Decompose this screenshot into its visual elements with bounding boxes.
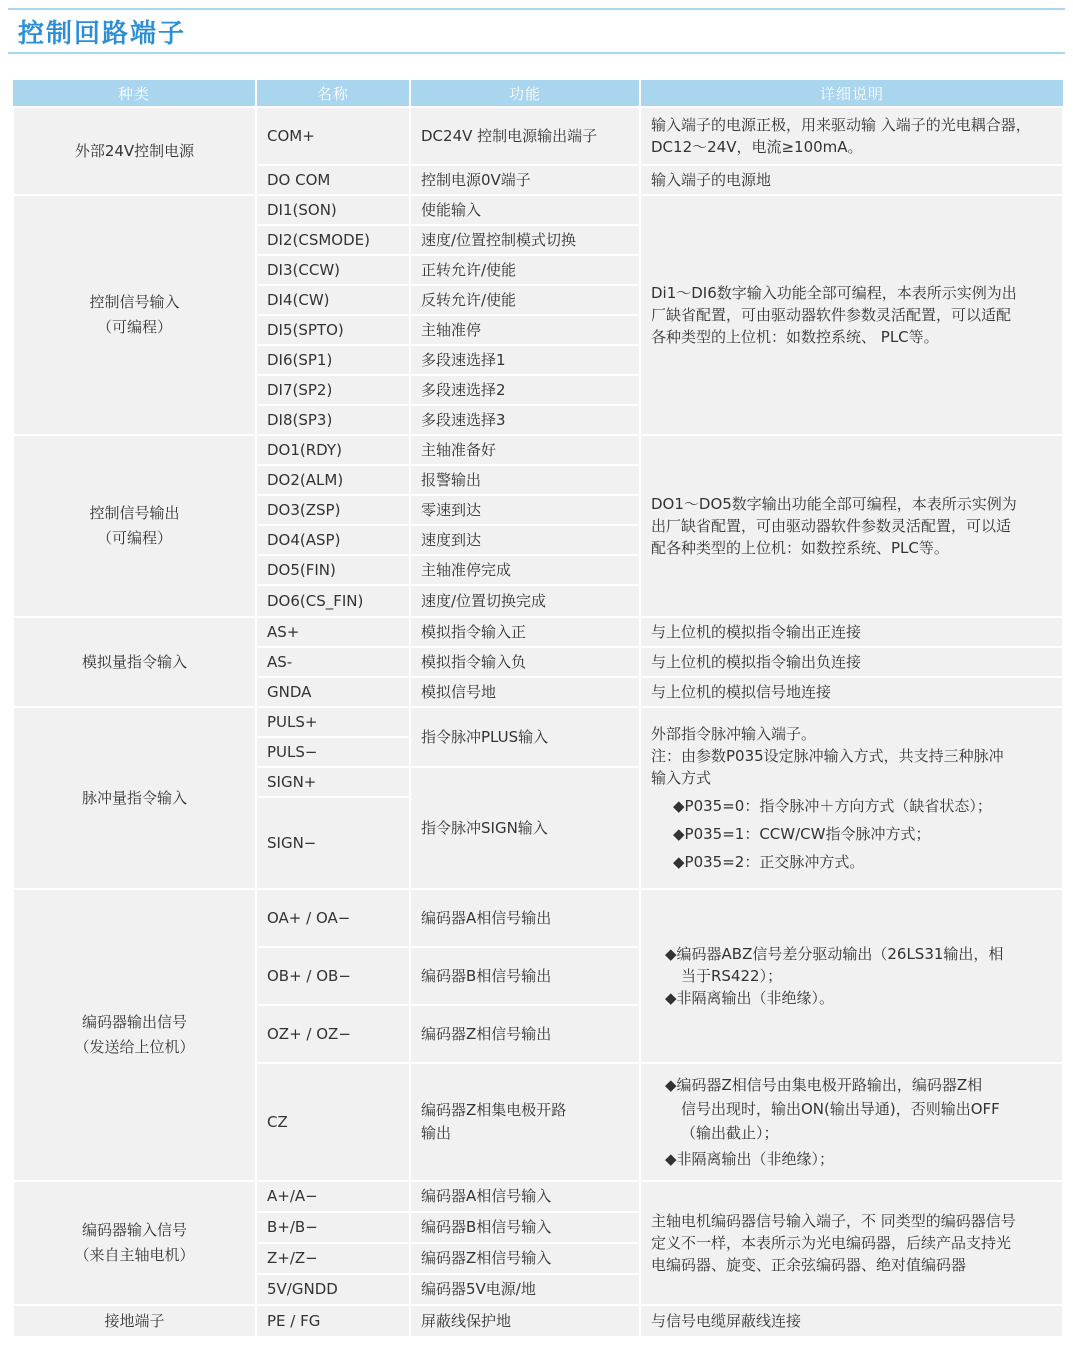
- category-line: （可编程）: [96, 529, 172, 547]
- desc-line: 定义不一样，本表所示为光电编码器，后续产品支持光: [651, 1234, 1012, 1252]
- terminal-function: 反转允许/使能: [410, 285, 640, 315]
- terminal-function: 编码器B相信号输出: [410, 947, 640, 1005]
- desc-line: （输出截止）；: [681, 1124, 779, 1142]
- terminal-name: DO COM: [256, 165, 410, 195]
- terminal-function: 模拟信号地: [410, 677, 640, 707]
- header-function: 功能: [410, 80, 640, 107]
- terminal-name: DO3(ZSP): [256, 495, 410, 525]
- terminal-function: 编码器5V电源/地: [410, 1274, 640, 1305]
- terminal-function: 主轴准停: [410, 315, 640, 345]
- terminal-name: DI2(CSMODE): [256, 225, 410, 255]
- terminal-name: OZ+ / OZ−: [256, 1005, 410, 1063]
- category-cell: [13, 195, 256, 435]
- terminal-name: DI7(SP2): [256, 375, 410, 405]
- desc-line: 外部指令脉冲输入端子。: [651, 725, 817, 743]
- terminal-description: [640, 1063, 1063, 1181]
- desc-line: 注：由参数P035设定脉冲输入方式，共支持三种脉冲: [651, 747, 1004, 765]
- terminal-function: 指令脉冲SIGN输入: [410, 767, 640, 889]
- desc-line: 出厂缺省配置，可由驱动器软件参数灵活配置，可以适: [651, 517, 1012, 535]
- category-line: （发送给上位机）: [74, 1038, 195, 1056]
- category-cell: 脉冲量指令输入: [13, 707, 256, 889]
- desc-line: DC12～24V，电流≥100mA。: [651, 138, 863, 156]
- terminal-name: PULS−: [256, 737, 410, 767]
- desc-line: 主轴电机编码器信号输入端子，不 同类型的编码器信号: [651, 1212, 1016, 1230]
- function-line: 输出: [421, 1124, 452, 1142]
- table-row: [13, 1181, 1063, 1212]
- terminal-name: AS+: [256, 617, 410, 647]
- terminal-name: B+/B−: [256, 1212, 410, 1243]
- desc-line: 厂缺省配置，可由驱动器软件参数灵活配置，可以适配: [651, 306, 1012, 324]
- terminal-name: DO1(RDY): [256, 435, 410, 465]
- desc-line: ◆P035=0：指令脉冲＋方向方式（缺省状态）；: [673, 797, 992, 815]
- terminal-function: 多段速选择3: [410, 405, 640, 435]
- terminal-name: COM+: [256, 107, 410, 165]
- desc-line: ◆P035=2：正交脉冲方式。: [673, 853, 865, 871]
- terminal-name: DI8(SP3): [256, 405, 410, 435]
- desc-line: 当于RS422）；: [681, 967, 783, 985]
- desc-line: Di1～DI6数字输入功能全部可编程，本表所示实例为出: [651, 284, 1017, 302]
- terminal-function: 主轴准停完成: [410, 555, 640, 585]
- terminal-name: 5V/GNDD: [256, 1274, 410, 1305]
- terminal-name: DI1(SON): [256, 195, 410, 225]
- table-row: [13, 107, 1063, 165]
- terminal-description: 与上位机的模拟指令输出负连接: [640, 647, 1063, 677]
- category-cell: 外部24V控制电源: [13, 107, 256, 195]
- desc-line: 配各种类型的上位机：如数控系统、PLC等。: [651, 539, 949, 557]
- terminal-name: CZ: [256, 1063, 410, 1181]
- desc-line: 信号出现时，输出ON(输出导通)，否则输出OFF: [681, 1100, 1000, 1118]
- terminal-name: PE / FG: [256, 1305, 410, 1337]
- terminal-function: 速度/位置切换完成: [410, 585, 640, 617]
- top-rule: [8, 8, 1065, 10]
- table-row: [13, 889, 1063, 947]
- category-line: （可编程）: [96, 318, 172, 336]
- terminal-name: DI5(SPTO): [256, 315, 410, 345]
- desc-line: 电编码器、旋变、正余弦编码器、绝对值编码器: [651, 1256, 967, 1274]
- terminal-function: 零速到达: [410, 495, 640, 525]
- desc-line: ◆P035=1：CCW/CW指令脉冲方式；: [673, 825, 931, 843]
- terminal-function: 主轴准备好: [410, 435, 640, 465]
- category-cell: [13, 435, 256, 617]
- terminal-name: DO4(ASP): [256, 525, 410, 555]
- desc-line: 输入方式: [651, 769, 712, 787]
- terminal-name: SIGN−: [256, 797, 410, 889]
- terminal-function: 编码器A相信号输入: [410, 1181, 640, 1212]
- category-cell: [13, 889, 256, 1181]
- table-header-row: [13, 80, 1063, 107]
- terminal-function: 报警输出: [410, 465, 640, 495]
- terminal-name: GNDA: [256, 677, 410, 707]
- terminal-description: 与上位机的模拟指令输出正连接: [640, 617, 1063, 647]
- category-cell: 模拟量指令输入: [13, 617, 256, 707]
- terminal-table: [12, 80, 1064, 1338]
- terminal-name: AS-: [256, 647, 410, 677]
- desc-line: DO1～DO5数字输出功能全部可编程，本表所示实例为: [651, 495, 1017, 513]
- desc-line: ◆编码器Z相信号由集电极开路输出，编码器Z相: [665, 1076, 983, 1094]
- table-row: [13, 707, 1063, 737]
- page-title: 控制回路端子: [18, 19, 187, 49]
- terminal-function: 多段速选择1: [410, 345, 640, 375]
- header-name: 名称: [256, 80, 410, 107]
- category-line: 编码器输出信号: [81, 1013, 187, 1031]
- terminal-function: 速度/位置控制模式切换: [410, 225, 640, 255]
- category-line: （来自主轴电机）: [74, 1246, 195, 1264]
- table-row: [13, 195, 1063, 225]
- terminal-function: 编码器Z相信号输入: [410, 1243, 640, 1274]
- terminal-name: A+/A−: [256, 1181, 410, 1212]
- terminal-description: 与信号电缆屏蔽线连接: [640, 1305, 1063, 1337]
- terminal-name: DI3(CCW): [256, 255, 410, 285]
- desc-line: ◆非隔离输出（非绝缘）。: [665, 989, 835, 1007]
- table-row: [13, 617, 1063, 647]
- category-line: 控制信号输入: [89, 293, 180, 311]
- terminal-description: [640, 195, 1063, 435]
- category-line: 控制信号输出: [89, 504, 180, 522]
- terminal-function: 控制电源0V端子: [410, 165, 640, 195]
- terminal-name: DI6(SP1): [256, 345, 410, 375]
- terminal-name: Z+/Z−: [256, 1243, 410, 1274]
- terminal-function: 正转允许/使能: [410, 255, 640, 285]
- terminal-name: OB+ / OB−: [256, 947, 410, 1005]
- terminal-name: PULS+: [256, 707, 410, 737]
- header-description: 详细说明: [640, 80, 1063, 107]
- desc-line: ◆非隔离输出（非绝缘）；: [665, 1150, 835, 1168]
- terminal-name: SIGN+: [256, 767, 410, 797]
- terminal-function: 多段速选择2: [410, 375, 640, 405]
- terminal-name: DO2(ALM): [256, 465, 410, 495]
- terminal-name: DO5(FIN): [256, 555, 410, 585]
- terminal-description: [640, 1181, 1063, 1305]
- terminal-description: 与上位机的模拟信号地连接: [640, 677, 1063, 707]
- terminal-function: 编码器Z相信号输出: [410, 1005, 640, 1063]
- function-line: 编码器Z相集电极开路: [421, 1101, 567, 1119]
- title-rule: [8, 52, 1065, 54]
- terminal-function: [410, 1063, 640, 1181]
- terminal-description: [640, 435, 1063, 617]
- terminal-function: 使能输入: [410, 195, 640, 225]
- terminal-name: OA+ / OA−: [256, 889, 410, 947]
- desc-line: 各种类型的上位机：如数控系统、 PLC等。: [651, 328, 939, 346]
- terminal-name: DO6(CS_FIN): [256, 585, 410, 617]
- desc-line: ◆编码器ABZ信号差分驱动输出（26LS31输出，相: [665, 945, 1004, 963]
- category-cell: 接地端子: [13, 1305, 256, 1337]
- category-cell: [13, 1181, 256, 1305]
- terminal-description: 输入端子的电源地: [640, 165, 1063, 195]
- terminal-function: 编码器B相信号输入: [410, 1212, 640, 1243]
- terminal-function: 速度到达: [410, 525, 640, 555]
- terminal-function: 编码器A相信号输出: [410, 889, 640, 947]
- terminal-function: 模拟指令输入负: [410, 647, 640, 677]
- desc-line: 输入端子的电源正极，用来驱动输 入端子的光电耦合器，: [651, 116, 1031, 134]
- terminal-description: [640, 107, 1063, 165]
- terminal-description: [640, 707, 1063, 889]
- terminal-function: 指令脉冲PLUS输入: [410, 707, 640, 767]
- category-line: 编码器输入信号: [81, 1221, 187, 1239]
- table-row: [13, 1305, 1063, 1337]
- header-category: 种类: [13, 80, 256, 107]
- terminal-name: DI4(CW): [256, 285, 410, 315]
- terminal-function: DC24V 控制电源输出端子: [410, 107, 640, 165]
- terminal-function: 屏蔽线保护地: [410, 1305, 640, 1337]
- terminal-function: 模拟指令输入正: [410, 617, 640, 647]
- table-row: [13, 435, 1063, 465]
- terminal-description: [640, 889, 1063, 1063]
